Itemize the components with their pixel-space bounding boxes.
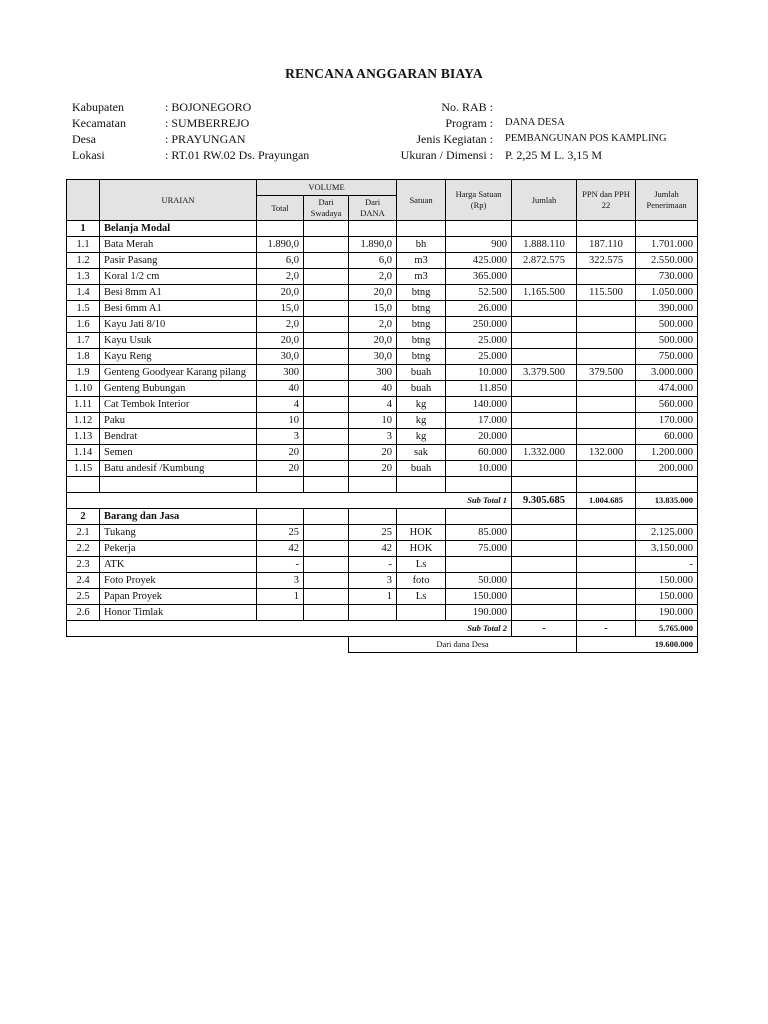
row-ppn [577,525,636,541]
row-uraian: Kayu Usuk [100,333,257,349]
table-row [67,253,698,269]
row-satuan: btng [397,285,446,301]
row-total: 4 [257,397,304,413]
header-ppn: PPN dan PPH 22 [577,180,636,221]
row-harga: 425.000 [446,253,512,269]
row-harga: 50.000 [446,573,512,589]
row-dana [349,605,397,621]
row-ppn [577,317,636,333]
row-dana: 15,0 [349,301,397,317]
header-volume: VOLUME [257,180,397,196]
row-satuan: foto [397,573,446,589]
row-no: 1.2 [67,253,100,269]
row-harga: 26.000 [446,301,512,317]
row-jumlah: 1.888.110 [512,237,577,253]
row-total: 40 [257,381,304,397]
row-swadaya [304,541,349,557]
row-dana: 4 [349,397,397,413]
row-harga: 11.850 [446,381,512,397]
table-row [67,381,698,397]
row-jumlah: 3.379.500 [512,365,577,381]
row-satuan [397,605,446,621]
row-no: 1.14 [67,445,100,461]
row-dana: 2,0 [349,317,397,333]
subtotal1-ppn: 1.004.685 [577,493,636,509]
row-satuan: btng [397,317,446,333]
row-penerimaan: 1.701.000 [636,237,698,253]
row-swadaya [304,525,349,541]
row-jumlah [512,349,577,365]
row-total: 3 [257,573,304,589]
row-penerimaan: 2.550.000 [636,253,698,269]
info-left-labels [72,99,126,163]
row-penerimaan: 500.000 [636,317,698,333]
row-satuan: kg [397,429,446,445]
info-label: Desa [72,132,96,146]
row-ppn: 132.000 [577,445,636,461]
row-ppn [577,413,636,429]
row-total: 2,0 [257,269,304,285]
row-satuan: btng [397,333,446,349]
row-no: 2.2 [67,541,100,557]
row-uraian: Pasir Pasang [100,253,257,269]
row-penerimaan: 60.000 [636,429,698,445]
row-total [257,605,304,621]
row-penerimaan: 1.200.000 [636,445,698,461]
row-jumlah [512,269,577,285]
row-harga: 17.000 [446,413,512,429]
section-row [67,221,698,237]
table-row [67,573,698,589]
row-penerimaan: 170.000 [636,413,698,429]
info-value: PEMBANGUNAN POS KAMPLING [505,133,667,144]
row-swadaya [304,381,349,397]
subtotal2-penerimaan: 5.765.000 [636,621,698,637]
info-right-values [505,99,667,163]
section-name: Belanja Modal [100,221,257,237]
row-ppn [577,349,636,365]
dana-desa-label: Dari dana Desa [349,637,577,653]
row-uraian: Koral 1/2 cm [100,269,257,285]
row-total: 10 [257,413,304,429]
blank-row [67,477,698,493]
row-satuan: buah [397,365,446,381]
row-no: 1.10 [67,381,100,397]
row-dana: 40 [349,381,397,397]
row-no: 2.1 [67,525,100,541]
row-swadaya [304,557,349,573]
subtotal2-body [67,621,698,653]
row-swadaya [304,573,349,589]
header-no [67,180,100,221]
header-total: Total [257,196,304,221]
row-ppn: 115.500 [577,285,636,301]
table-row [67,429,698,445]
row-dana: 25 [349,525,397,541]
row-uraian: Genteng Goodyear Karang pilang [100,365,257,381]
row-dana: 6,0 [349,253,397,269]
row-total: 20,0 [257,333,304,349]
row-total: - [257,557,304,573]
row-penerimaan: 1.050.000 [636,285,698,301]
row-swadaya [304,589,349,605]
row-jumlah: 2.872.575 [512,253,577,269]
info-label: Program : [445,116,493,130]
row-no: 1.9 [67,365,100,381]
subtotal1-row [67,493,698,509]
row-uraian: Genteng Bubungan [100,381,257,397]
row-satuan: HOK [397,525,446,541]
row-uraian: Paku [100,413,257,429]
row-total: 3 [257,429,304,445]
info-value: : SUMBERREJO [165,116,250,130]
row-harga: 250.000 [446,317,512,333]
row-swadaya [304,253,349,269]
row-dana: 20,0 [349,285,397,301]
row-jumlah [512,413,577,429]
row-no: 2.5 [67,589,100,605]
budget-table [66,179,698,653]
row-harga: 25.000 [446,349,512,365]
row-dana: 42 [349,541,397,557]
header-uraian: URAIAN [100,180,257,221]
row-penerimaan: 750.000 [636,349,698,365]
info-value: DANA DESA [505,117,565,128]
row-swadaya [304,605,349,621]
row-uraian: Besi 6mm A1 [100,301,257,317]
info-value: : PRAYUNGAN [165,132,246,146]
row-total: 15,0 [257,301,304,317]
section-no: 1 [67,221,100,237]
row-satuan: kg [397,397,446,413]
table-row [67,301,698,317]
row-penerimaan: 150.000 [636,589,698,605]
row-ppn [577,589,636,605]
row-ppn [577,605,636,621]
document-title: RENCANA ANGGARAN BIAYA [285,66,483,81]
row-uraian: Foto Proyek [100,573,257,589]
row-swadaya [304,365,349,381]
subtotal1-label: Sub Total 1 [67,493,512,509]
subtotal2-jumlah: - [512,621,577,637]
row-dana: 20 [349,461,397,477]
row-satuan: sak [397,445,446,461]
row-jumlah [512,605,577,621]
row-jumlah [512,525,577,541]
row-jumlah [512,429,577,445]
row-harga: 140.000 [446,397,512,413]
row-no: 1.6 [67,317,100,333]
row-harga: 20.000 [446,429,512,445]
header-penerimaan: Jumlah Penerimaan [636,180,698,221]
table-row [67,269,698,285]
row-jumlah: 1.165.500 [512,285,577,301]
subtotal1-body [67,477,698,509]
row-harga: 85.000 [446,525,512,541]
row-satuan: kg [397,413,446,429]
row-total: 6,0 [257,253,304,269]
row-satuan: bh [397,237,446,253]
row-harga [446,557,512,573]
row-penerimaan: 474.000 [636,381,698,397]
subtotal1-jumlah: 9.305.685 [512,493,577,509]
table-row [67,541,698,557]
row-harga: 190.000 [446,605,512,621]
row-ppn [577,301,636,317]
row-penerimaan: 730.000 [636,269,698,285]
row-total: 42 [257,541,304,557]
row-dana: 10 [349,413,397,429]
row-uraian: Tukang [100,525,257,541]
row-swadaya [304,397,349,413]
table-row [67,589,698,605]
table-row [67,317,698,333]
row-ppn [577,429,636,445]
row-penerimaan: 150.000 [636,573,698,589]
row-jumlah [512,573,577,589]
row-swadaya [304,413,349,429]
table-row [67,365,698,381]
row-harga: 75.000 [446,541,512,557]
row-swadaya [304,461,349,477]
info-label: Ukuran / Dimensi : [400,148,493,162]
row-penerimaan: 2.125.000 [636,525,698,541]
row-total: 1 [257,589,304,605]
table-row [67,285,698,301]
row-jumlah [512,301,577,317]
subtotal2-label: Sub Total 2 [67,621,512,637]
row-penerimaan: 560.000 [636,397,698,413]
row-no: 1.12 [67,413,100,429]
row-total: 30,0 [257,349,304,365]
table-row [67,445,698,461]
table-row [67,413,698,429]
table-row [67,557,698,573]
row-dana: 1 [349,589,397,605]
row-uraian: Honor Timlak [100,605,257,621]
row-uraian: Semen [100,445,257,461]
info-label: Kabupaten [72,100,124,114]
row-jumlah [512,317,577,333]
row-no: 2.6 [67,605,100,621]
info-label: Jenis Kegiatan : [416,132,493,146]
row-jumlah [512,541,577,557]
row-no: 1.3 [67,269,100,285]
section1-body [67,221,698,477]
subtotal2-row [67,621,698,637]
info-value: P. 2,25 M L. 3,15 M [505,148,603,162]
row-jumlah [512,397,577,413]
row-jumlah [512,461,577,477]
dana-desa-value: 19.600.000 [577,637,698,653]
row-swadaya [304,349,349,365]
row-satuan: m3 [397,253,446,269]
row-satuan: HOK [397,541,446,557]
row-total: 20 [257,445,304,461]
row-total: 300 [257,365,304,381]
row-ppn [577,541,636,557]
row-penerimaan: 3.150.000 [636,541,698,557]
row-uraian: Kayu Jati 8/10 [100,317,257,333]
row-harga: 900 [446,237,512,253]
row-ppn [577,269,636,285]
section-row [67,509,698,525]
table-row [67,605,698,621]
row-uraian: Batu andesif /Kumbung [100,461,257,477]
row-jumlah [512,333,577,349]
row-jumlah [512,557,577,573]
row-ppn [577,381,636,397]
row-penerimaan: 190.000 [636,605,698,621]
row-swadaya [304,237,349,253]
row-satuan: buah [397,461,446,477]
table-row [67,333,698,349]
row-total: 1.890,0 [257,237,304,253]
row-satuan: m3 [397,269,446,285]
row-no: 1.15 [67,461,100,477]
row-ppn [577,461,636,477]
row-satuan: btng [397,301,446,317]
row-no: 1.11 [67,397,100,413]
row-uraian: Bata Merah [100,237,257,253]
row-uraian: ATK [100,557,257,573]
info-label: Lokasi [72,148,105,162]
row-uraian: Besi 8mm A1 [100,285,257,301]
row-no: 1.8 [67,349,100,365]
row-jumlah [512,589,577,605]
row-uraian: Papan Proyek [100,589,257,605]
row-ppn: 187.110 [577,237,636,253]
dana-desa-row [67,637,698,653]
section-no: 2 [67,509,100,525]
row-uraian: Bendrat [100,429,257,445]
row-penerimaan: 3.000.000 [636,365,698,381]
row-harga: 52.500 [446,285,512,301]
row-dana: 300 [349,365,397,381]
table-header [67,180,698,221]
info-label: Kecamatan [72,116,126,130]
section-name: Barang dan Jasa [100,509,257,525]
row-swadaya [304,317,349,333]
row-satuan: buah [397,381,446,397]
row-penerimaan: 390.000 [636,301,698,317]
row-harga: 150.000 [446,589,512,605]
row-ppn [577,573,636,589]
header-jumlah: Jumlah [512,180,577,221]
header-swadaya: Dari Swadaya [304,196,349,221]
row-satuan: Ls [397,557,446,573]
row-uraian: Pekerja [100,541,257,557]
header-satuan: Satuan [397,180,446,221]
row-dana: 3 [349,573,397,589]
row-swadaya [304,285,349,301]
row-ppn: 322.575 [577,253,636,269]
row-penerimaan: - [636,557,698,573]
row-swadaya [304,445,349,461]
row-harga: 10.000 [446,461,512,477]
row-harga: 25.000 [446,333,512,349]
row-harga: 60.000 [446,445,512,461]
info-left-values [165,99,309,163]
row-total: 20 [257,461,304,477]
info-value: : RT.01 RW.02 Ds. Prayungan [165,148,310,162]
header-harga: Harga Satuan (Rp) [446,180,512,221]
row-uraian: Kayu Reng [100,349,257,365]
row-uraian: Cat Tembok Interior [100,397,257,413]
section2-body [67,509,698,621]
row-ppn [577,333,636,349]
row-no: 2.3 [67,557,100,573]
row-no: 1.13 [67,429,100,445]
header-dana: Dari DANA [349,196,397,221]
subtotal2-ppn: - [577,621,636,637]
table-row [67,397,698,413]
row-satuan: Ls [397,589,446,605]
row-ppn: 379.500 [577,365,636,381]
row-total: 2,0 [257,317,304,333]
row-swadaya [304,269,349,285]
info-value [505,99,667,115]
info-label: No. RAB : [441,100,493,114]
row-total: 25 [257,525,304,541]
row-swadaya [304,333,349,349]
table-row [67,525,698,541]
row-dana: 3 [349,429,397,445]
row-dana: 30,0 [349,349,397,365]
table-row [67,461,698,477]
row-no: 1.1 [67,237,100,253]
row-dana: - [349,557,397,573]
row-dana: 20,0 [349,333,397,349]
row-harga: 365.000 [446,269,512,285]
row-no: 2.4 [67,573,100,589]
row-satuan: btng [397,349,446,365]
row-total: 20,0 [257,285,304,301]
subtotal1-penerimaan: 13.835.000 [636,493,698,509]
row-swadaya [304,429,349,445]
row-no: 1.5 [67,301,100,317]
row-ppn [577,557,636,573]
row-no: 1.7 [67,333,100,349]
table-row [67,237,698,253]
row-jumlah [512,381,577,397]
row-no: 1.4 [67,285,100,301]
info-right-labels [330,99,493,163]
row-dana: 2,0 [349,269,397,285]
row-dana: 1.890,0 [349,237,397,253]
row-swadaya [304,301,349,317]
table-row [67,349,698,365]
row-penerimaan: 500.000 [636,333,698,349]
row-jumlah: 1.332.000 [512,445,577,461]
row-ppn [577,397,636,413]
row-penerimaan: 200.000 [636,461,698,477]
info-value: : BOJONEGORO [165,100,252,114]
row-harga: 10.000 [446,365,512,381]
row-dana: 20 [349,445,397,461]
